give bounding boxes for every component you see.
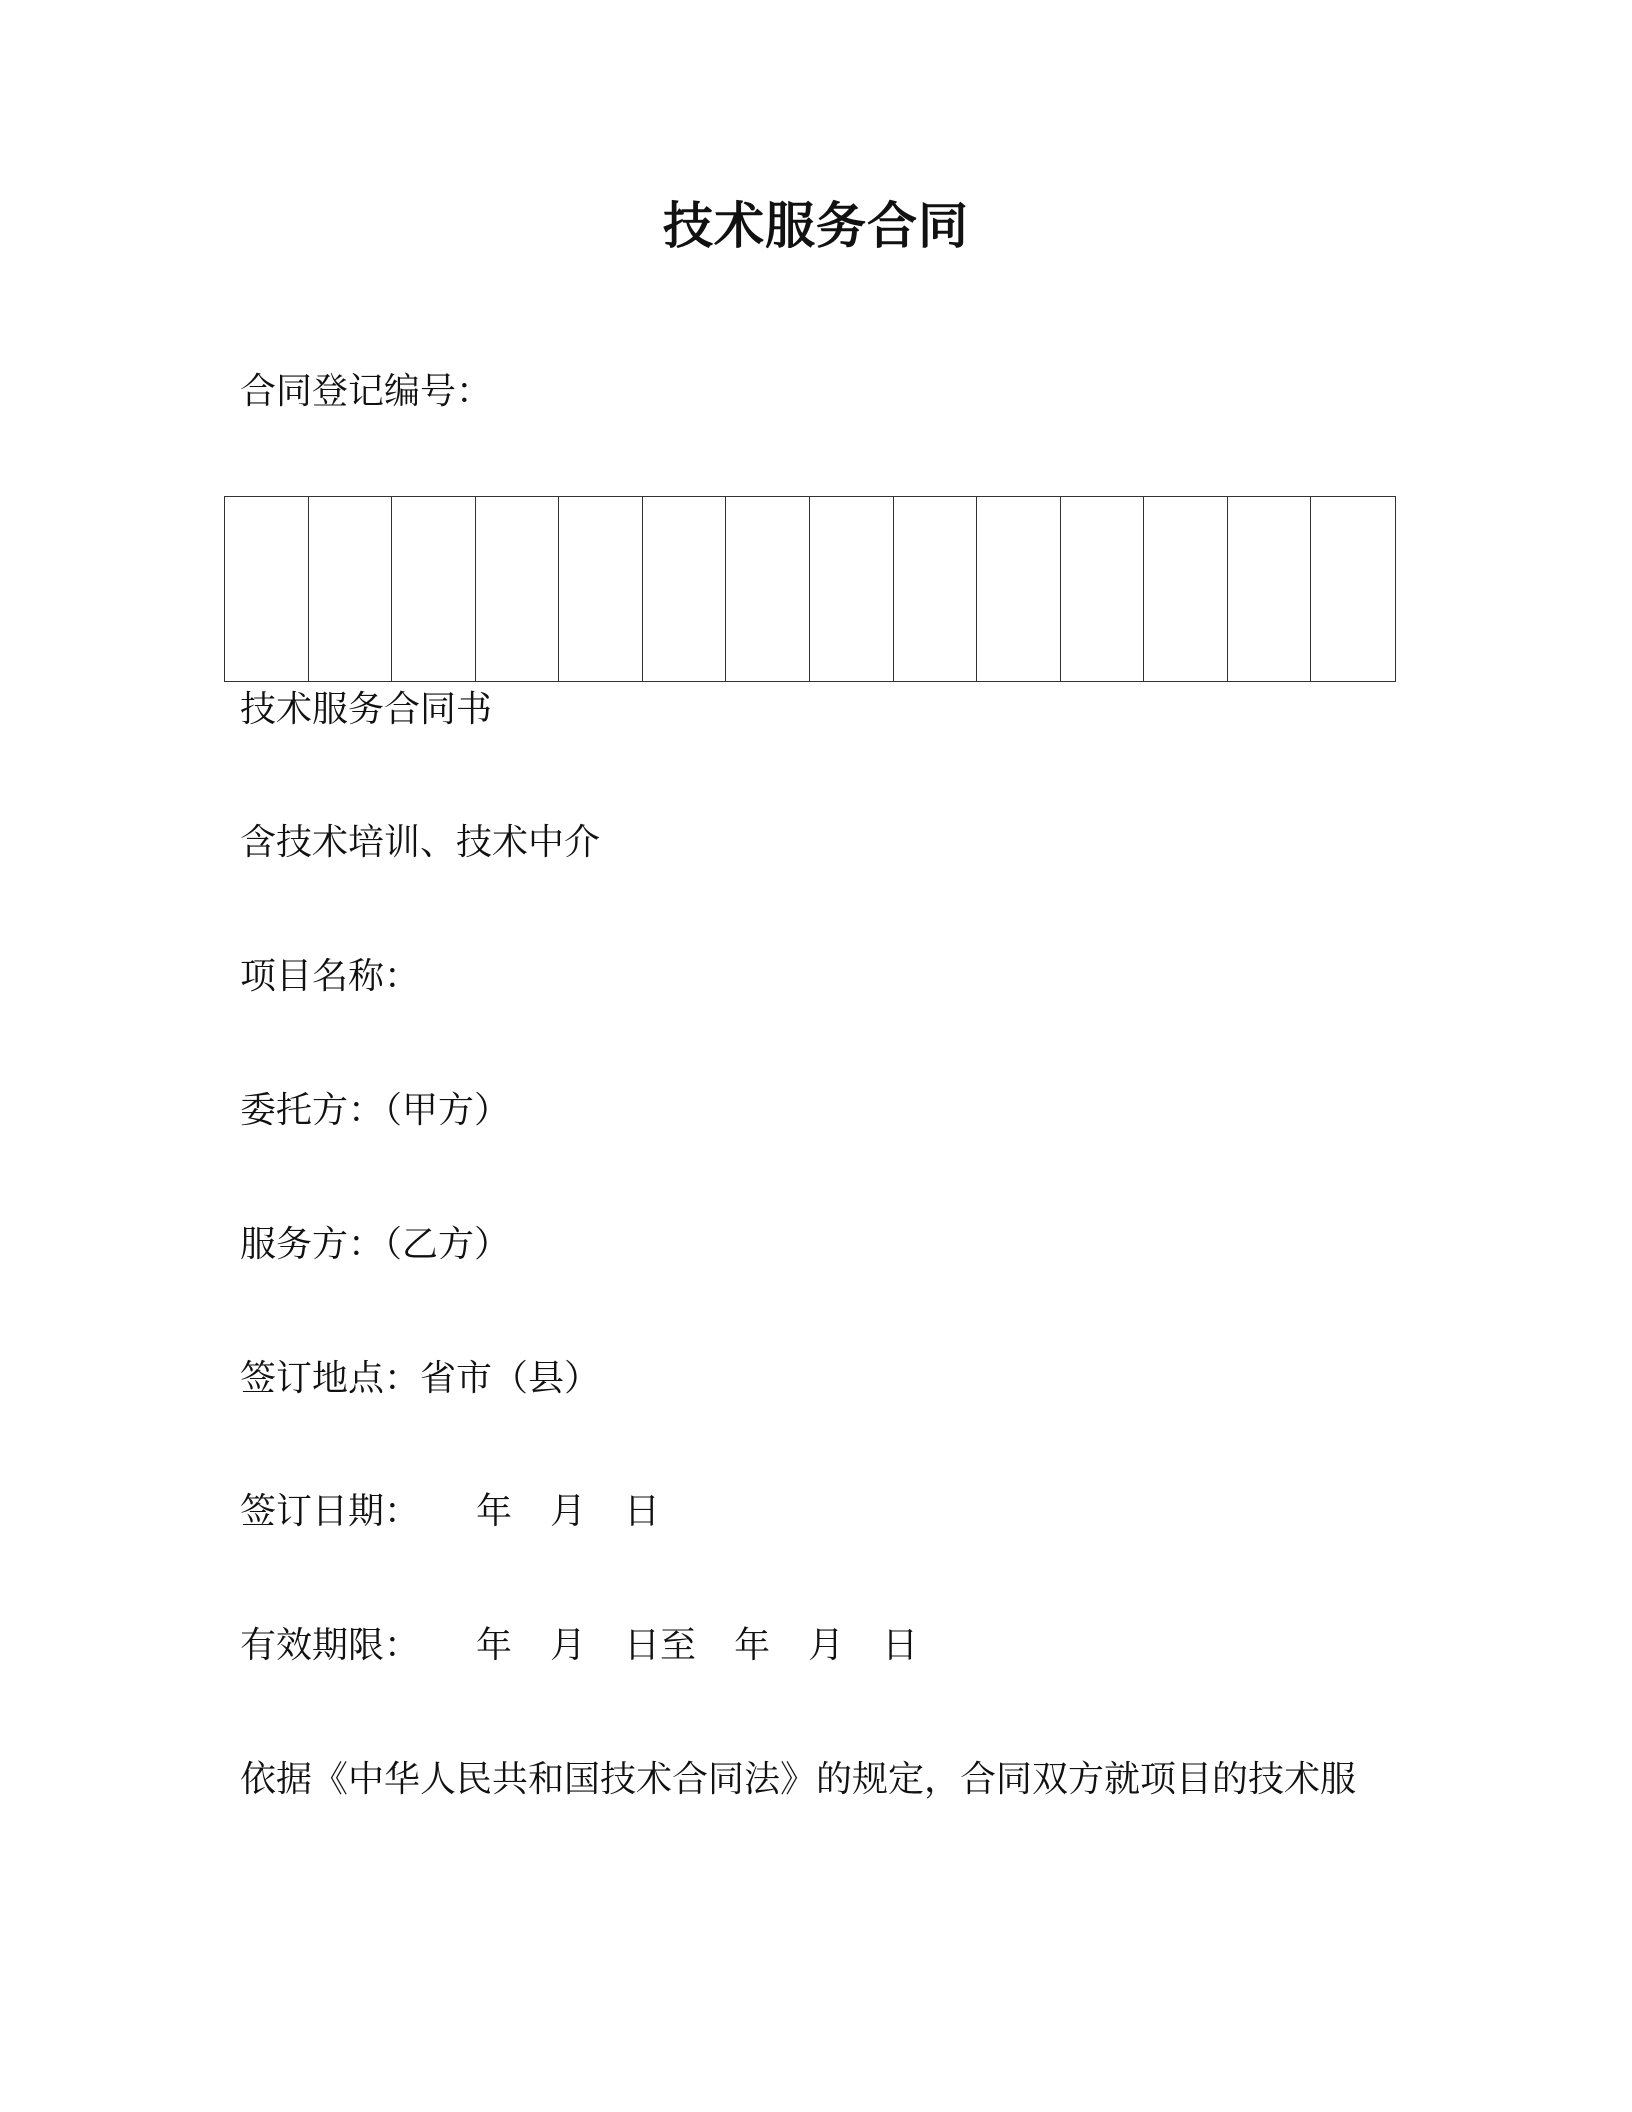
- legal-basis-paragraph: 依据《中华人民共和国技术合同法》的规定，合同双方就项目的技术服: [240, 1759, 1357, 1800]
- registration-box[interactable]: [1061, 497, 1145, 681]
- registration-box[interactable]: [559, 497, 643, 681]
- validity-end-year: 年: [734, 1625, 771, 1666]
- validity-label: 有效期限：: [240, 1625, 421, 1666]
- contract-book-title: 技术服务合同书: [240, 689, 493, 730]
- validity-start-month: 月: [550, 1625, 587, 1666]
- signing-place-city: 市（县）: [456, 1358, 601, 1399]
- signing-place-line: [240, 1357, 600, 1401]
- signing-date-day: 日: [624, 1491, 661, 1532]
- signing-date-line: [240, 1490, 660, 1534]
- registration-number-boxes: [224, 496, 1396, 682]
- registration-box[interactable]: [726, 497, 810, 681]
- registration-box[interactable]: [643, 497, 727, 681]
- project-name-label: 项目名称：: [240, 956, 421, 997]
- registration-box[interactable]: [810, 497, 894, 681]
- validity-start-day: 日至: [624, 1625, 697, 1666]
- signing-date-label: 签订日期：: [240, 1491, 421, 1532]
- includes-note: 含技术培训、技术中介: [240, 822, 601, 863]
- registration-box[interactable]: [1228, 497, 1312, 681]
- registration-box[interactable]: [225, 497, 309, 681]
- validity-end-day: 日: [882, 1625, 919, 1666]
- registration-box[interactable]: [476, 497, 560, 681]
- registration-number-label: 合同登记编号：: [240, 371, 493, 412]
- validity-end-month: 月: [808, 1625, 845, 1666]
- provider-party-label: 服务方：（乙方）: [240, 1224, 511, 1265]
- registration-box[interactable]: [1311, 497, 1395, 681]
- registration-box[interactable]: [977, 497, 1061, 681]
- signing-place-label: 签订地点：: [240, 1358, 421, 1399]
- signing-place-province: 省: [420, 1358, 457, 1399]
- registration-box[interactable]: [1144, 497, 1228, 681]
- registration-box[interactable]: [392, 497, 476, 681]
- validity-start-year: 年: [476, 1625, 513, 1666]
- validity-period-line: [240, 1624, 918, 1668]
- document-title: 技术服务合同: [663, 197, 969, 255]
- signing-date-month: 月: [550, 1491, 587, 1532]
- registration-box[interactable]: [894, 497, 978, 681]
- registration-box[interactable]: [309, 497, 393, 681]
- signing-date-year: 年: [476, 1491, 513, 1532]
- client-party-label: 委托方：（甲方）: [240, 1090, 511, 1131]
